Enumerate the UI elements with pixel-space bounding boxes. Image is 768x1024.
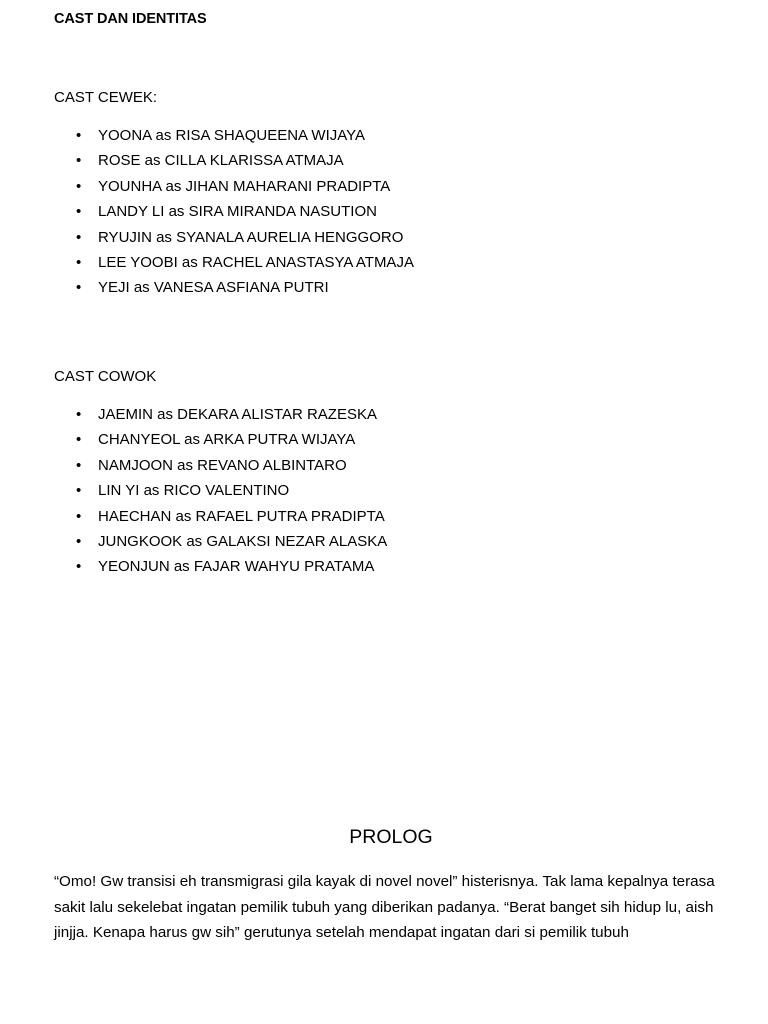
bullet-icon: • <box>76 203 82 221</box>
list-item-text: LANDY LI as SIRA MIRANDA NASUTION <box>98 203 377 221</box>
list-item <box>54 148 414 173</box>
list-item-text: LEE YOOBI as RACHEL ANASTASYA ATMAJA <box>98 253 414 271</box>
document-heading: CAST DAN IDENTITAS <box>54 11 207 27</box>
bullet-icon: • <box>76 253 82 271</box>
bullet-icon: • <box>76 431 82 449</box>
list-item-text: JUNGKOOK as GALAKSI NEZAR ALASKA <box>98 532 388 550</box>
list-item <box>54 199 414 224</box>
list-item-text: LIN YI as RICO VALENTINO <box>98 482 290 500</box>
list-item-text: YOONA as RISA SHAQUEENA WIJAYA <box>98 127 366 144</box>
list-item <box>54 174 414 199</box>
bullet-icon: • <box>76 177 82 195</box>
list-item <box>54 250 414 275</box>
list-item <box>54 529 387 554</box>
cast-cewek-list <box>54 123 414 301</box>
list-item <box>54 275 414 300</box>
cast-cowok-list <box>54 402 387 580</box>
prolog-title: PROLOG <box>349 826 433 848</box>
list-item <box>54 225 414 250</box>
bullet-icon: • <box>76 456 82 474</box>
list-item-text: RYUJIN as SYANALA AURELIA HENGGORO <box>98 228 404 246</box>
list-item-text: NAMJOON as REVANO ALBINTARO <box>98 456 347 474</box>
list-item-text: JAEMIN as DEKARA ALISTAR RAZESKA <box>98 406 377 423</box>
bullet-icon: • <box>76 507 82 525</box>
list-item-text: ROSE as CILLA KLARISSA ATMAJA <box>98 152 344 170</box>
bullet-icon: • <box>76 532 82 550</box>
bullet-icon: • <box>76 279 82 297</box>
bullet-icon: • <box>76 228 82 246</box>
list-item <box>54 453 387 478</box>
list-item-text: CHANYEOL as ARKA PUTRA WIJAYA <box>98 431 356 449</box>
prolog-paragraph: “Omo! Gw transisi eh transmigrasi gila kayak di novel novel” histerisnya. Tak lama kepalnya terasa sakit lalu sekelebat ingatan pemilik tubuh yang diberikan padanya. “Berat banget sih hidup lu, aish jinjja. Kenapa harus gw sih” gerutunya setelah mendapat ingatan dari si pemilik tubuh <box>54 873 715 941</box>
bullet-icon: • <box>76 482 82 500</box>
list-item <box>54 427 387 452</box>
bullet-icon: • <box>76 406 82 423</box>
list-item <box>54 123 414 148</box>
bullet-icon: • <box>76 152 82 170</box>
list-item <box>54 478 387 503</box>
list-item <box>54 554 387 579</box>
bullet-icon: • <box>76 127 82 144</box>
list-item-text: YEJI as VANESA ASFIANA PUTRI <box>98 279 329 297</box>
list-item-text: HAECHAN as RAFAEL PUTRA PRADIPTA <box>98 507 385 525</box>
list-item <box>54 504 387 529</box>
cast-cewek-label: CAST CEWEK: <box>54 89 158 106</box>
cast-cowok-label: CAST COWOK <box>54 368 157 385</box>
list-item <box>54 402 387 427</box>
list-item-text: YEONJUN as FAJAR WAHYU PRATAMA <box>98 558 375 576</box>
list-item-text: YOUNHA as JIHAN MAHARANI PRADIPTA <box>98 177 391 195</box>
bullet-icon: • <box>76 558 82 576</box>
